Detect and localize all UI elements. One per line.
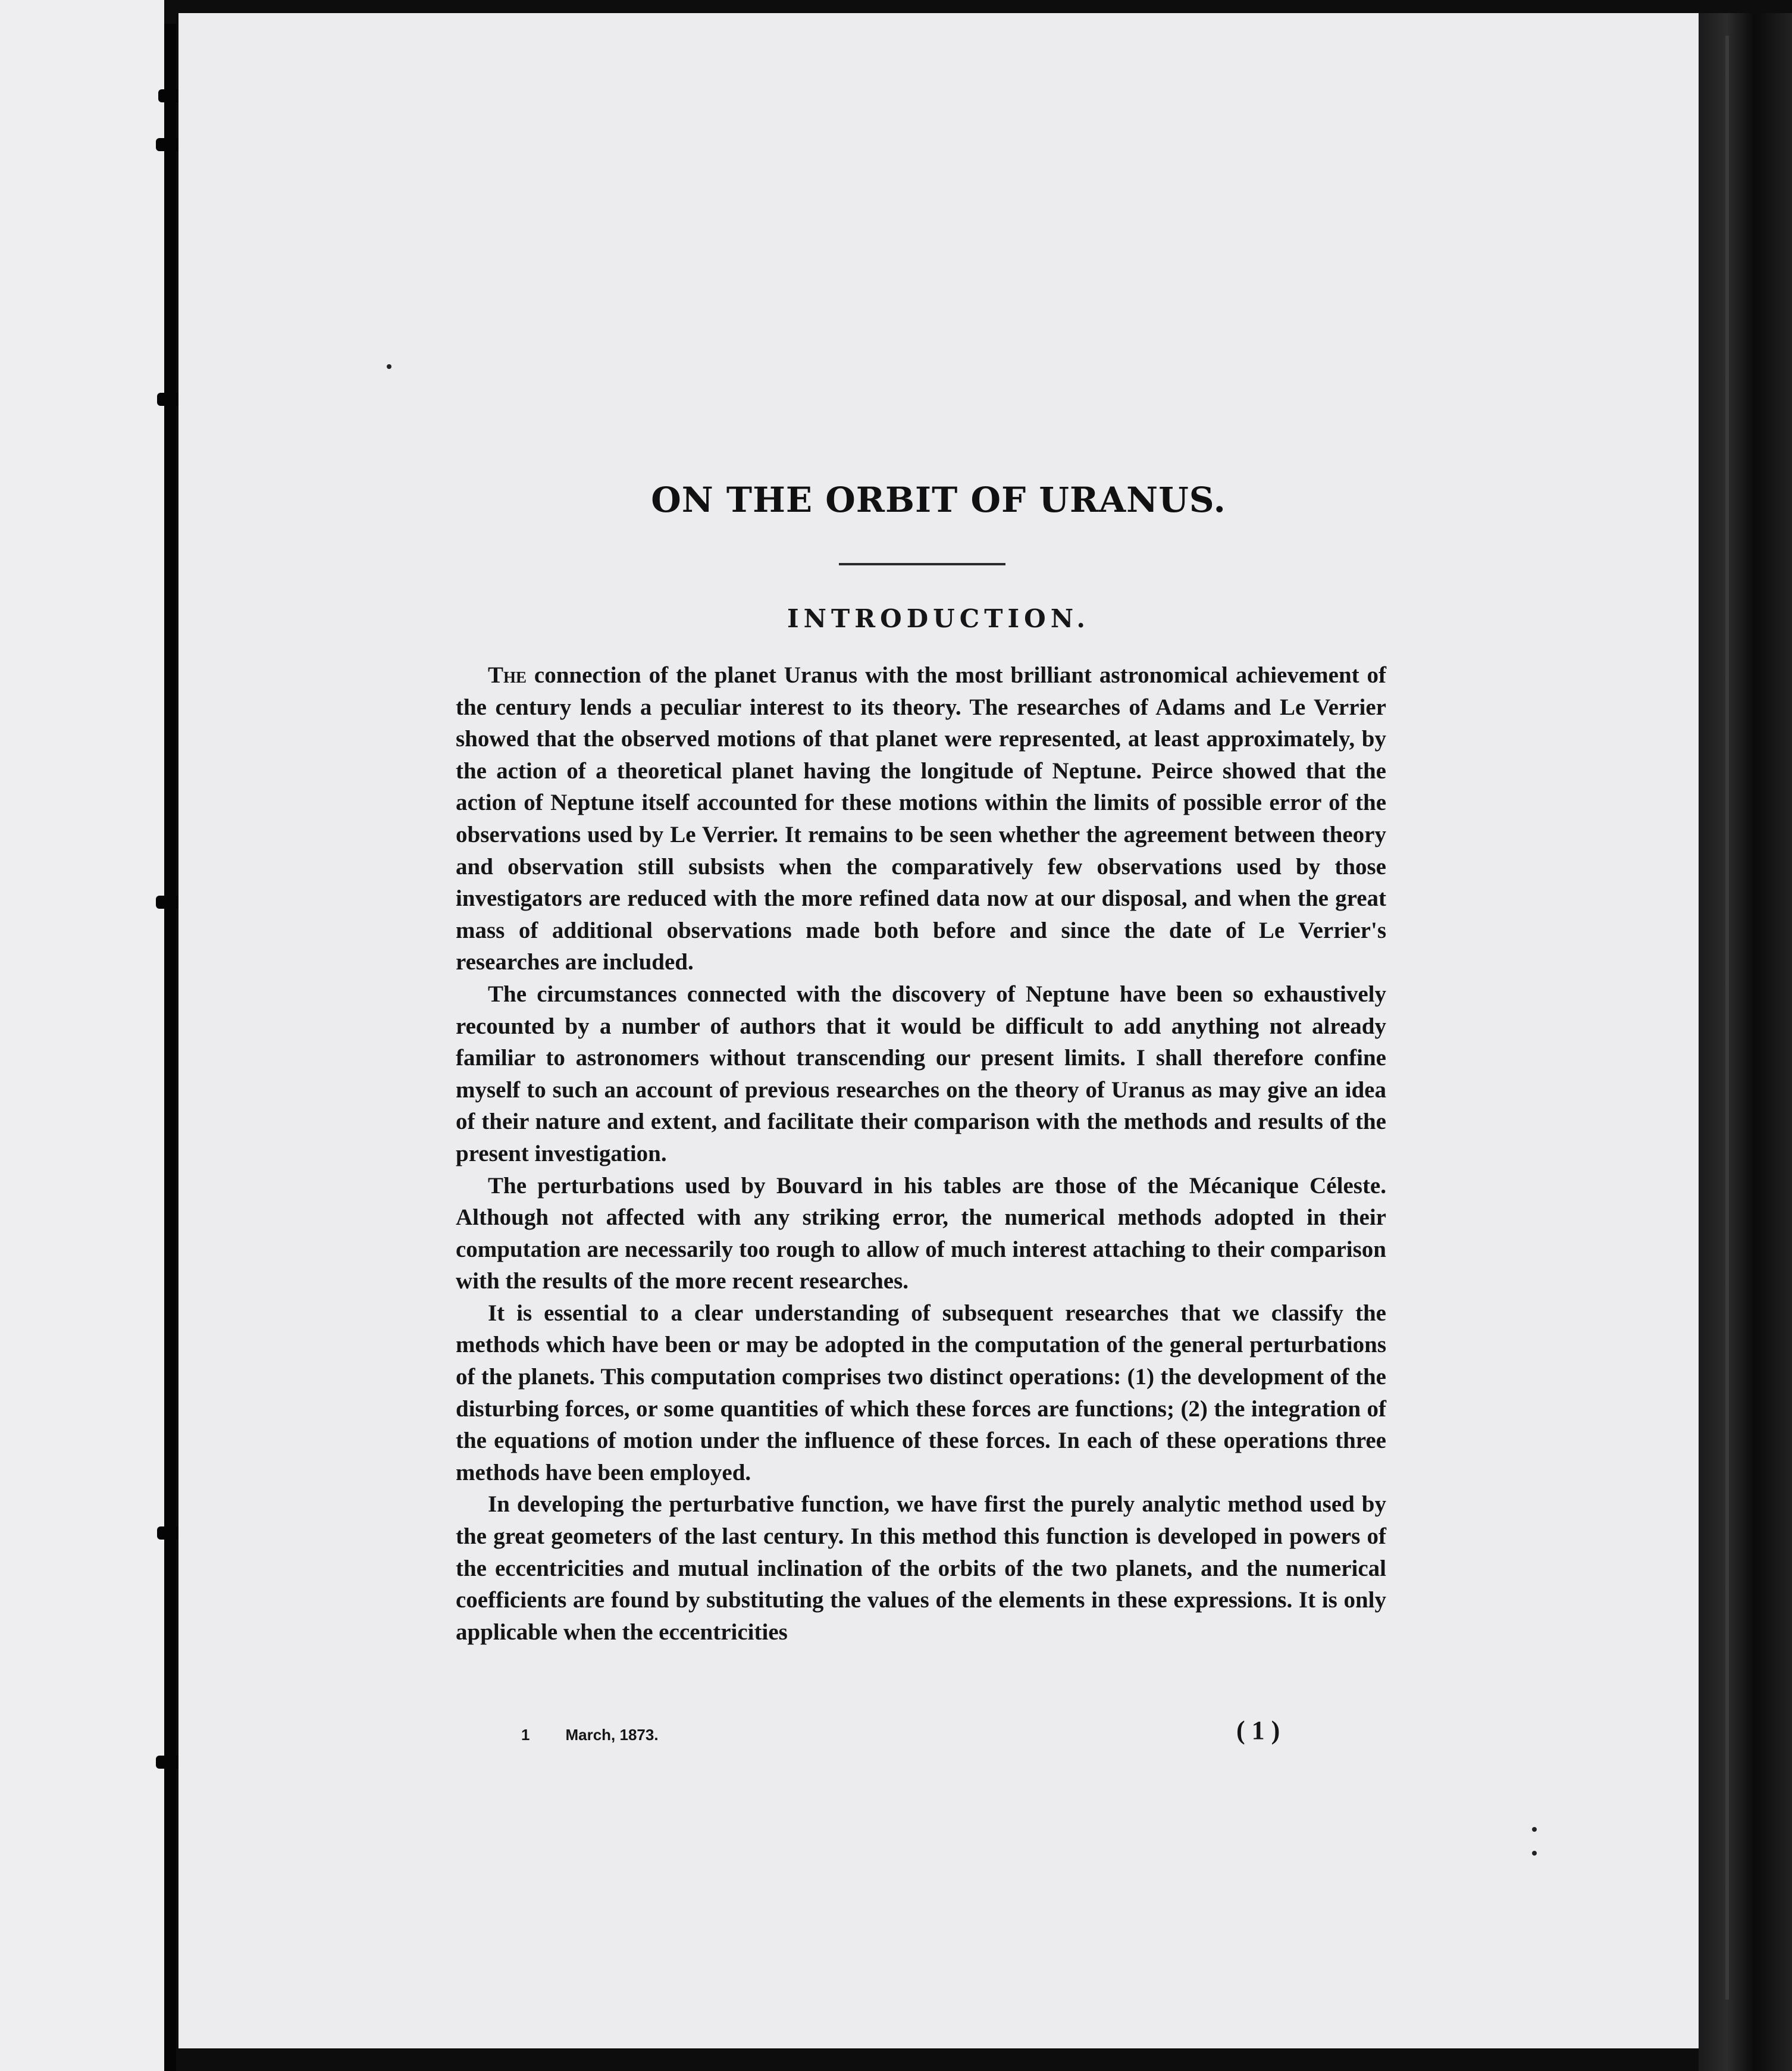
page-title: ON THE ORBIT OF URANUS. — [651, 480, 1226, 520]
book-fore-edge — [1699, 13, 1792, 2071]
body-text — [456, 659, 1386, 1648]
paragraph: In developing the perturbative function, we have first the purely analytic method used by the great geometers of the last century. In this method this function is developed in powers of the eccentricities and mutual inclination of the orbits of the two planets, and the numerical coefficients are found by substituting the values of the elements in these expressions. It is only applicable when the eccentricities — [456, 1491, 1386, 1645]
scan-top-corner — [1523, 0, 1792, 13]
paragraph: The perturbations used by Bouvard in his tables are those of the Mécanique Céleste. Although not affected with any striking error, the numerical methods adopted in their computation are necessarily too rough to allow of much interest attaching to their comparison with the results of the more recent researches. — [456, 1172, 1386, 1294]
section-heading: INTRODUCTION. — [787, 604, 1091, 633]
signature-date: March, 1873. — [565, 1726, 659, 1744]
fore-edge-line — [1725, 36, 1729, 2000]
title-rule — [839, 563, 1005, 565]
paper-speck — [1532, 1851, 1537, 1856]
paper-speck — [387, 364, 391, 369]
facing-page-edge — [0, 0, 164, 2071]
signature-number: 1 — [521, 1726, 530, 1744]
signature-mark — [521, 1726, 659, 1744]
paper-speck — [1532, 1827, 1537, 1832]
paragraph: It is essential to a clear understanding of subsequent researches that we classify the methods which have been or may be adopted in the computation of the general perturbations of the planets. This computation comprises two distinct operations: (1) the development of the disturbing forces, or some quantities of which these forces are functions; (2) the integration of the equations of motion under the influence of these forces. In each of these operations three methods have been employed. — [456, 1300, 1386, 1485]
paragraph-lead-word: The — [488, 662, 527, 688]
paragraph: The circumstances connected with the discovery of Neptune have been so exhaustively recounted by a number of authors that it would be difficult to add anything not already familiar to astronomers without transcending our present limits. I shall therefore confine myself to such an account of previous researches on the theory of Uranus as may give an idea of their nature and extent, and facilitate their comparison with the methods and results of the present investigation. — [456, 981, 1386, 1166]
page-number: ( 1 ) — [1236, 1716, 1280, 1745]
paragraph-text: connection of the planet Uranus with the most brilliant astronomical achievement of the century lends a peculiar interest to its theory. The researches of Adams and Le Verrier showed that the observed motions of that planet were represented, at least approximately, by the action of a theoretical planet having the longitude of Neptune. Peirce showed that the action of Neptune itself accounted for these motions within the limits of possible error of the observations used by Le Verrier. It remains to be seen whether the agreement between theory and observation still subsists when the comparatively few observations used by those investigators are reduced with the more refined data now at our disposal, and when the great mass of additional observations made both before and since the date of Le Verrier's researches are included. — [456, 662, 1386, 975]
paragraph — [456, 659, 1386, 978]
